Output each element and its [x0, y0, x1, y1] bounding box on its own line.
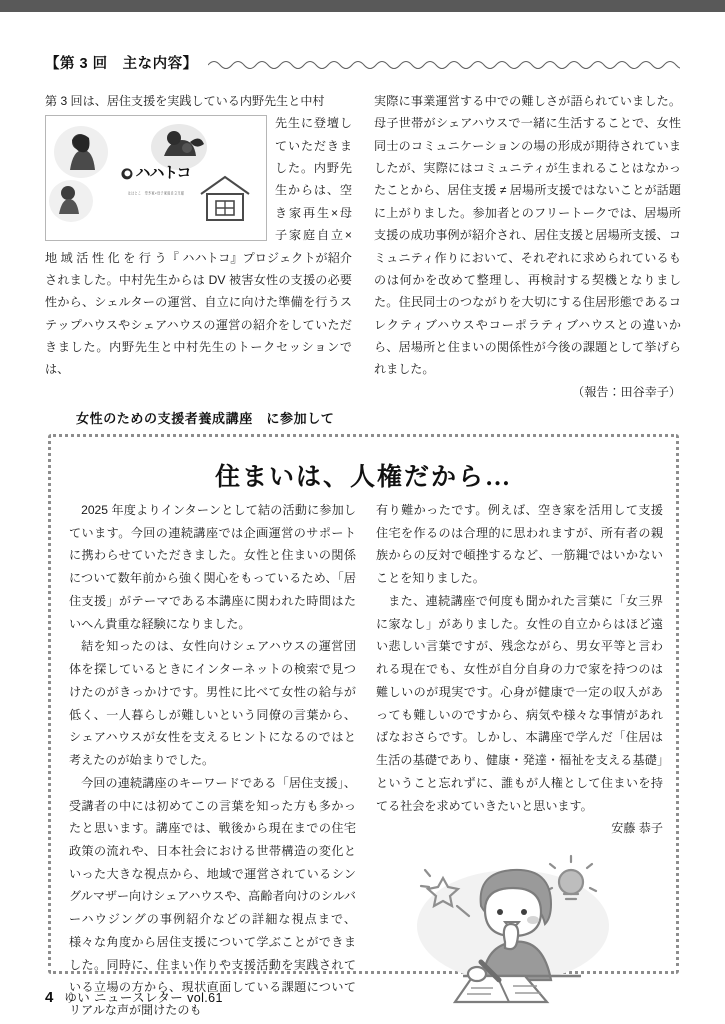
hahatoko-logo-mark-icon [121, 168, 132, 179]
studying-person-illustration [385, 854, 655, 1006]
essay-right-column [376, 499, 663, 1022]
hahatoko-logo [121, 160, 190, 197]
essay-paragraph: 結を知ったのは、女性向けシェアハウスの運営団体を探しているときにインターネットの検索で見つけたのがきっかけです。男性に比べて女性の給与が低く、一人暮らしが難しいという同僚の言葉から、シェアハウスが女性を支えるヒントになるのではと考えたのが始まりでした。 [69, 639, 356, 768]
hahatoko-project-image [45, 115, 267, 241]
top-article-right-text [374, 90, 681, 403]
top-article-columns [45, 90, 681, 403]
section-heading-main-contents [45, 52, 680, 73]
page-body [0, 12, 725, 1024]
hand-raised-shape [503, 924, 517, 949]
essay-left-text [69, 499, 356, 1022]
hahatoko-logo-text: ハハトコ [135, 164, 191, 182]
page-top-bar [0, 0, 725, 12]
house-illustration-icon [198, 174, 252, 222]
eye-right-icon [521, 909, 527, 915]
top-article-lead-line: 第 3 回は、居住支援を実践している内野先生と中村 [45, 94, 325, 108]
essay-paragraph: 今回の連続講座のキーワードである「居住支援」、受講者の中には初めてこの言葉を知った方も多かったと思います。講座では、戦後から現在までの住宅政策の流れや、日本社会における世帯構造の変化といった大きな視点から、地域で運営されているシングルマザー向けシェアハウスや、高齢者向けのシルバーハウジングの事例紹介などの詳細な視点まで、様々な角度から居住支援について学ぶことができました。同時に、住まい作りや支援活動を実践されている立場の方から、現状直面している課題についてリアルな声が聞けたのも [69, 775, 356, 1018]
top-article-right-body: 実際に事業運営する中での難しさが語られていました。母子世帯がシェアハウスで一緒に生活することで、女性同士のコミュニケーションの場の形成が期待されていましたが、実際にはコミュニティが生まれることはなかったことから、居住支援 ≠ 居場所支援ではないことが話題に上がりました。参加者とのフリートークでは、居場所支援の成功事例が紹介され、居住支援と居場所支援、コミュニティ作りにおいて、それぞれに求められているものは何かを改めて整理し、再検討する契機となりました。住民同士のつながりを大切にする住居形態であるコレクティブハウスやコーポラティブハウスとの違いから、居場所と住まいの関係性が今後の課題として挙げられました。 [374, 94, 681, 377]
top-article-left-body: 先生に登壇していただきました。内野先生からは、空き家再生×母子家庭自立×地 域 活 性 化 を 行 う『 ハハトコ』プロジェクトが紹介されました。中村先生からは DV 被害女性の支援の必要性から、シェルターの運営、自立に向けた準備を行うステップハウスやシェアハウスの運営の紹介をしていただきました。内野先生と中村先生のトークセッションでは、 [45, 116, 352, 377]
photo-blob-woman-icon [52, 124, 110, 180]
photo-blob-child-icon [48, 178, 94, 224]
page-footer [45, 988, 223, 1006]
eye-left-icon [497, 909, 503, 915]
studying-person-illustration-svg [385, 854, 655, 1006]
essay-left-column [69, 499, 356, 1022]
top-article-left-column [45, 90, 352, 403]
section-heading-label: 【第 3 回 主な内容】 [45, 56, 198, 72]
section-subheading-course-participation: 女性のための支援者養成講座 に参加して [76, 411, 335, 426]
footer-newsletter-title: ゆい ニュースレター vol.61 [64, 991, 223, 1005]
footer-page-number: 4 [45, 989, 54, 1006]
essay-columns [69, 499, 664, 1022]
hand-writing-shape [468, 967, 486, 981]
essay-title: 住まいは、人権だから… [214, 464, 512, 491]
essay-author-signature: 安藤 恭子 [611, 821, 663, 836]
essay-paragraph: また、連続講座で何度も聞かれた言葉に「女三界に家なし」がありました。女性の自立からはほど遠い悲しい言葉ですが、残念ながら、男女平等と言われる現在でも、女性が自分自身の力で家を持つのは難しいのが現実です。心身が健康で一定の収入があっても難しいのですから、病気や様々な事情があればなおさらです。しかし、本講座で学んだ「住居は生活の基礎であり、健康・発達・福祉を支える基礎」ということ忘れずに、誰もが人権として住まいを持てる社会を求めていきたいと思います。 [376, 593, 663, 813]
essay-paragraph: 2025 年度よりインターンとして結の活動に参加しています。今回の連続講座では企画運営のサポートに携わらせていただきました。女性と住まいの関係について数年前から強く関心をもっているため、「居住支援」がテーマである本講座に関われた時間はたいへん貴重な経験になりました。 [69, 503, 356, 631]
top-article-right-column [374, 90, 681, 403]
report-credit: （報告：田谷幸子） [572, 384, 681, 399]
essay-right-text [376, 499, 663, 840]
cheek-blush [527, 916, 539, 924]
top-article-left-text [45, 90, 352, 381]
wavy-rule-decoration [208, 58, 680, 70]
essay-paragraph: 有り難かったです。例えば、空き家を活用して支援住宅を作るのは合理的に思われますが、所有者の親族からの反対で頓挫するなど、一筋縄ではいかないことを知りました。 [376, 503, 663, 586]
hahatoko-logo-subtext: ははとこ 空き家×母子家庭自立支援 [127, 190, 185, 196]
